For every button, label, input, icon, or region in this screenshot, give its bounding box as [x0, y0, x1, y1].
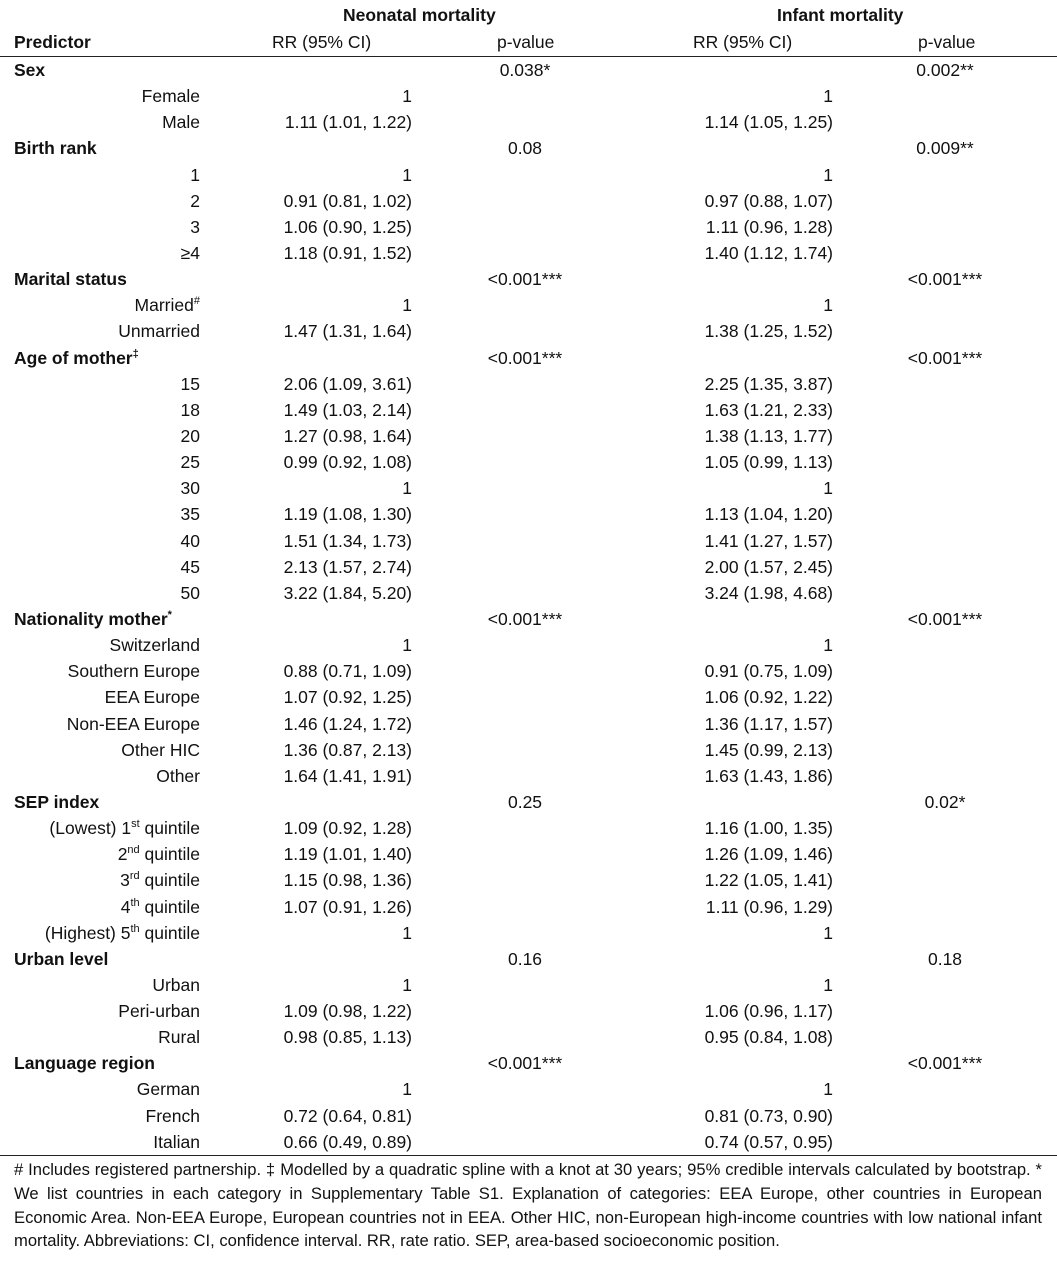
label-text: Marital status: [14, 269, 127, 290]
label-text: 4: [120, 896, 131, 917]
label-text: Sex: [14, 60, 46, 80]
level-label: [67, 714, 200, 735]
group-header-infant: Infant mortality: [777, 5, 904, 25]
infant-p-cell: 0.02*: [924, 791, 966, 812]
label-text: 25: [180, 452, 200, 473]
label-text: Birth rank: [14, 138, 97, 159]
level-label: [181, 531, 200, 552]
neonatal-rr-cell: 0.72 (0.64, 0.81): [283, 1105, 412, 1126]
level-label: [118, 321, 200, 342]
category-row: [0, 1050, 1057, 1076]
infant-rr-cell: 1.45 (0.99, 2.13): [704, 739, 833, 760]
table-row: [0, 449, 1057, 475]
neonatal-p-cell: 0.08: [507, 138, 543, 159]
infant-rr-cell: 2.25 (1.35, 3.87): [704, 373, 833, 394]
level-label: [181, 374, 200, 395]
infant-rr-cell: 1.40 (1.12, 1.74): [704, 242, 833, 263]
infant-p-cell: <0.001***: [907, 1053, 983, 1074]
label-text: 35: [180, 504, 200, 525]
label-text: 30: [180, 478, 200, 499]
table-row: [0, 841, 1057, 867]
table-row: [0, 162, 1057, 188]
label-text: Other HIC: [121, 739, 200, 760]
label-text: 45: [180, 556, 200, 577]
neonatal-rr-cell: 1.64 (1.41, 1.91): [283, 765, 412, 786]
infant-rr-cell: 1: [823, 974, 833, 995]
label-text: 18: [180, 399, 200, 420]
level-label: [181, 478, 200, 499]
infant-rr-cell: 1.13 (1.04, 1.20): [704, 504, 833, 525]
level-label: [190, 217, 200, 238]
label-text: 40: [180, 530, 200, 551]
label-text: Nationality mother: [14, 608, 168, 629]
label-text: Age of mother: [14, 347, 133, 368]
category-row: [0, 789, 1057, 815]
neonatal-rr-cell: 1: [402, 1079, 412, 1100]
category-label: [14, 348, 139, 369]
label-suffix: quintile: [139, 896, 200, 917]
group-header-neonatal: Neonatal mortality: [343, 5, 496, 25]
neonatal-rr-cell: 1.06 (0.90, 1.25): [283, 216, 412, 237]
label-suffix: quintile: [139, 818, 200, 839]
infant-rr-cell: 1.06 (0.96, 1.17): [704, 1001, 833, 1022]
level-label: [121, 740, 200, 761]
infant-p-cell: 0.002**: [916, 60, 974, 80]
neonatal-rr-cell: 1.46 (1.24, 1.72): [283, 713, 412, 734]
category-label: [14, 1053, 155, 1074]
label-text: Male: [162, 112, 200, 133]
label-text: SEP index: [14, 791, 100, 812]
neonatal-rr-cell: 0.99 (0.92, 1.08): [283, 452, 412, 473]
table-row: [0, 423, 1057, 449]
infant-rr-cell: 1.11 (0.96, 1.28): [705, 216, 833, 237]
table-row: [0, 554, 1057, 580]
label-superscript: nd: [127, 844, 140, 857]
column-header-infant-p: p-value: [918, 32, 976, 52]
neonatal-rr-cell: 1.49 (1.03, 2.14): [283, 399, 412, 420]
label-text: Female: [141, 86, 200, 107]
infant-rr-cell: 1: [823, 1079, 833, 1100]
infant-rr-cell: 0.91 (0.75, 1.09): [704, 661, 833, 682]
label-text: Peri-urban: [118, 1001, 200, 1022]
label-suffix: quintile: [139, 870, 200, 891]
label-text: 3: [120, 870, 130, 891]
infant-rr-cell: 1.22 (1.05, 1.41): [704, 870, 833, 891]
level-label: [181, 504, 200, 525]
infant-p-cell: 0.009**: [916, 138, 974, 159]
label-suffix: quintile: [139, 922, 200, 943]
level-label: [118, 844, 200, 865]
infant-rr-cell: 1.38 (1.13, 1.77): [704, 425, 833, 446]
table-row: [0, 188, 1057, 214]
infant-rr-cell: 1: [823, 635, 833, 656]
label-text: Switzerland: [109, 635, 200, 656]
level-label: [156, 766, 200, 787]
neonatal-rr-cell: 1: [402, 974, 412, 995]
neonatal-rr-cell: 3.22 (1.84, 5.20): [283, 582, 412, 603]
neonatal-rr-cell: 2.06 (1.09, 3.61): [283, 373, 412, 394]
table-body: [0, 57, 1057, 1155]
level-label: [181, 557, 200, 578]
label-text: 2: [117, 844, 128, 865]
level-label: [181, 243, 200, 264]
neonatal-rr-cell: 0.88 (0.71, 1.09): [283, 661, 412, 682]
infant-rr-cell: 1.41 (1.27, 1.57): [704, 530, 833, 551]
table-row: [0, 292, 1057, 318]
infant-rr-cell: 1.63 (1.21, 2.33): [704, 399, 833, 420]
category-row: [0, 345, 1057, 371]
column-header-neonatal-p: p-value: [497, 32, 555, 52]
level-label: [142, 86, 200, 107]
neonatal-p-cell: 0.038*: [499, 60, 551, 80]
label-text: Language region: [14, 1053, 155, 1074]
infant-p-cell: 0.18: [927, 948, 963, 969]
column-header-neonatal-rr: RR (95% CI): [272, 32, 372, 52]
neonatal-rr-cell: 1.18 (0.91, 1.52): [283, 242, 412, 263]
label-text: Southern Europe: [67, 661, 200, 682]
infant-rr-cell: 1: [823, 478, 833, 499]
neonatal-rr-cell: 1.19 (1.01, 1.40): [283, 844, 412, 865]
neonatal-rr-cell: 1.51 (1.34, 1.73): [283, 530, 412, 551]
infant-rr-cell: 1: [823, 86, 833, 107]
infant-p-cell: <0.001***: [907, 608, 983, 629]
level-label: [105, 687, 200, 708]
table-row: [0, 972, 1057, 998]
infant-rr-cell: 2.00 (1.57, 2.45): [704, 556, 833, 577]
neonatal-rr-cell: 0.91 (0.81, 1.02): [283, 190, 412, 211]
neonatal-p-cell: <0.001***: [487, 269, 563, 290]
category-label: [14, 949, 108, 970]
neonatal-rr-cell: 1: [402, 295, 412, 316]
infant-rr-cell: 1.14 (1.05, 1.25): [704, 112, 833, 133]
neonatal-rr-cell: 2.13 (1.57, 2.74): [283, 556, 412, 577]
table-row: [0, 632, 1057, 658]
level-label: [49, 818, 200, 839]
neonatal-p-cell: <0.001***: [487, 347, 563, 368]
level-label: [181, 426, 200, 447]
table-row: [0, 1076, 1057, 1102]
level-label: [181, 583, 200, 604]
level-label: [152, 975, 200, 996]
neonatal-rr-cell: 0.66 (0.49, 0.89): [283, 1131, 412, 1152]
table-row: [0, 920, 1057, 946]
label-text: Urban level: [14, 948, 109, 969]
category-label: [14, 792, 99, 813]
label-superscript: #: [193, 295, 200, 308]
table-row: [0, 867, 1057, 893]
label-superscript: *: [167, 609, 172, 622]
level-label: [118, 1001, 200, 1022]
table-row: [0, 894, 1057, 920]
table-row: [0, 1103, 1057, 1129]
label-text: Other: [156, 765, 200, 786]
label-text: ≥4: [180, 242, 200, 263]
label-text: Urban: [152, 974, 200, 995]
table-row: [0, 580, 1057, 606]
table-row: [0, 1024, 1057, 1050]
neonatal-rr-cell: 1.07 (0.91, 1.26): [283, 896, 412, 917]
table-row: [0, 318, 1057, 344]
neonatal-rr-cell: 1: [402, 478, 412, 499]
level-label: [158, 1027, 200, 1048]
table-row: [0, 737, 1057, 763]
infant-rr-cell: 0.74 (0.57, 0.95): [704, 1131, 833, 1152]
infant-rr-cell: 1.26 (1.09, 1.46): [704, 844, 833, 865]
level-label: [181, 452, 200, 473]
column-header-infant-rr: RR (95% CI): [693, 32, 793, 52]
table-row: [0, 1129, 1057, 1155]
label-text: Married: [134, 295, 194, 316]
table-row: [0, 109, 1057, 135]
table-footnote: # Includes registered partnership. ‡ Modelled by a quadratic spline with a knot at 30 years; 95% credible intervals calculated by bootstrap. * We list countries in each category in Supplementary Table S1. Explanation of categories: EEA Europe, other countries in European Economic Area. Non-EEA Europe, European countries not in EEA. Other HIC, non-European high-income countries with low national infant mortality. Abbreviations: CI, confidence interval. RR, rate ratio. SEP, area-based socioeconomic position.: [14, 1160, 1042, 1251]
level-label: [146, 1106, 200, 1127]
label-text: Rural: [158, 1027, 200, 1048]
infant-rr-cell: 1: [823, 295, 833, 316]
infant-p-cell: <0.001***: [907, 269, 983, 290]
level-label: [181, 400, 200, 421]
neonatal-rr-cell: 1.09 (0.98, 1.22): [283, 1001, 412, 1022]
label-suffix: quintile: [139, 844, 200, 865]
neonatal-rr-cell: 1: [402, 635, 412, 656]
label-text: EEA Europe: [104, 687, 200, 708]
label-superscript: st: [131, 818, 140, 831]
infant-rr-cell: 1: [823, 922, 833, 943]
table-row: [0, 658, 1057, 684]
level-label: [45, 923, 200, 944]
level-label: [153, 1132, 200, 1153]
label-text: German: [136, 1079, 200, 1100]
category-row: [0, 946, 1057, 972]
table-row: [0, 214, 1057, 240]
neonatal-rr-cell: 1.47 (1.31, 1.64): [283, 321, 412, 342]
label-superscript: th: [130, 896, 140, 909]
category-row: [0, 135, 1057, 161]
table-row: [0, 240, 1057, 266]
category-row: [0, 57, 1057, 83]
infant-rr-cell: 1.36 (1.17, 1.57): [704, 713, 833, 734]
category-row: [0, 266, 1057, 292]
label-text: 50: [180, 582, 200, 603]
column-header-predictor: Predictor: [14, 32, 91, 52]
label-text: 3: [190, 216, 200, 237]
infant-p-cell: <0.001***: [907, 347, 983, 368]
level-label: [190, 191, 200, 212]
infant-rr-cell: 0.95 (0.84, 1.08): [704, 1027, 833, 1048]
label-text: 15: [180, 373, 200, 394]
table-row: [0, 815, 1057, 841]
table-row: [0, 998, 1057, 1024]
neonatal-rr-cell: 1.36 (0.87, 2.13): [283, 739, 412, 760]
table-row: [0, 397, 1057, 423]
level-label: [120, 870, 200, 891]
label-text: Non-EEA Europe: [66, 713, 200, 734]
label-text: (Lowest) 1: [49, 818, 132, 839]
neonatal-rr-cell: 1: [402, 164, 412, 185]
category-label: [14, 269, 127, 290]
label-superscript: th: [130, 922, 140, 935]
infant-rr-cell: 1.63 (1.43, 1.86): [704, 765, 833, 786]
table-row: [0, 83, 1057, 109]
label-text: 20: [180, 425, 200, 446]
table-row: [0, 763, 1057, 789]
neonatal-rr-cell: 0.98 (0.85, 1.13): [283, 1027, 412, 1048]
neonatal-p-cell: <0.001***: [487, 1053, 563, 1074]
infant-rr-cell: 1.38 (1.25, 1.52): [704, 321, 833, 342]
neonatal-rr-cell: 1: [402, 922, 412, 943]
label-text: 1: [190, 164, 200, 185]
category-label: [14, 60, 45, 81]
infant-rr-cell: 3.24 (1.98, 4.68): [704, 582, 833, 603]
neonatal-p-cell: <0.001***: [487, 608, 563, 629]
level-label: [162, 112, 200, 133]
neonatal-rr-cell: 1.07 (0.92, 1.25): [283, 687, 412, 708]
infant-rr-cell: 1.06 (0.92, 1.22): [704, 687, 833, 708]
neonatal-rr-cell: 1.09 (0.92, 1.28): [283, 818, 412, 839]
infant-rr-cell: 1.16 (1.00, 1.35): [704, 818, 833, 839]
level-label: [137, 1079, 200, 1100]
label-superscript: rd: [129, 870, 140, 883]
category-row: [0, 606, 1057, 632]
label-text: 2: [190, 190, 200, 211]
neonatal-rr-cell: 1: [402, 86, 412, 107]
label-text: French: [145, 1105, 200, 1126]
level-label: [121, 897, 200, 918]
level-label: [110, 635, 200, 656]
infant-rr-cell: 1.11 (0.96, 1.29): [705, 896, 833, 917]
table-row: [0, 501, 1057, 527]
label-text: Unmarried: [118, 321, 200, 342]
table-row: [0, 711, 1057, 737]
table-row: [0, 684, 1057, 710]
table-row: [0, 528, 1057, 554]
level-label: [190, 165, 200, 186]
neonatal-p-cell: 0.16: [507, 948, 543, 969]
neonatal-rr-cell: 1.11 (1.01, 1.22): [284, 112, 412, 133]
table-row: [0, 371, 1057, 397]
category-label: [14, 609, 172, 630]
level-label: [135, 295, 200, 316]
category-label: [14, 138, 97, 159]
neonatal-rr-cell: 1.15 (0.98, 1.36): [283, 870, 412, 891]
infant-rr-cell: 1.05 (0.99, 1.13): [704, 452, 833, 473]
label-text: Italian: [153, 1131, 200, 1152]
table-row: [0, 475, 1057, 501]
label-text: (Highest) 5: [44, 922, 131, 943]
infant-rr-cell: 1: [823, 164, 833, 185]
level-label: [68, 661, 200, 682]
footer-rule: [0, 1155, 1057, 1156]
infant-rr-cell: 0.81 (0.73, 0.90): [704, 1105, 833, 1126]
neonatal-rr-cell: 1.27 (0.98, 1.64): [283, 425, 412, 446]
neonatal-rr-cell: 1.19 (1.08, 1.30): [283, 504, 412, 525]
neonatal-p-cell: 0.25: [507, 791, 543, 812]
infant-rr-cell: 0.97 (0.88, 1.07): [704, 190, 833, 211]
label-superscript: ‡: [132, 347, 139, 360]
